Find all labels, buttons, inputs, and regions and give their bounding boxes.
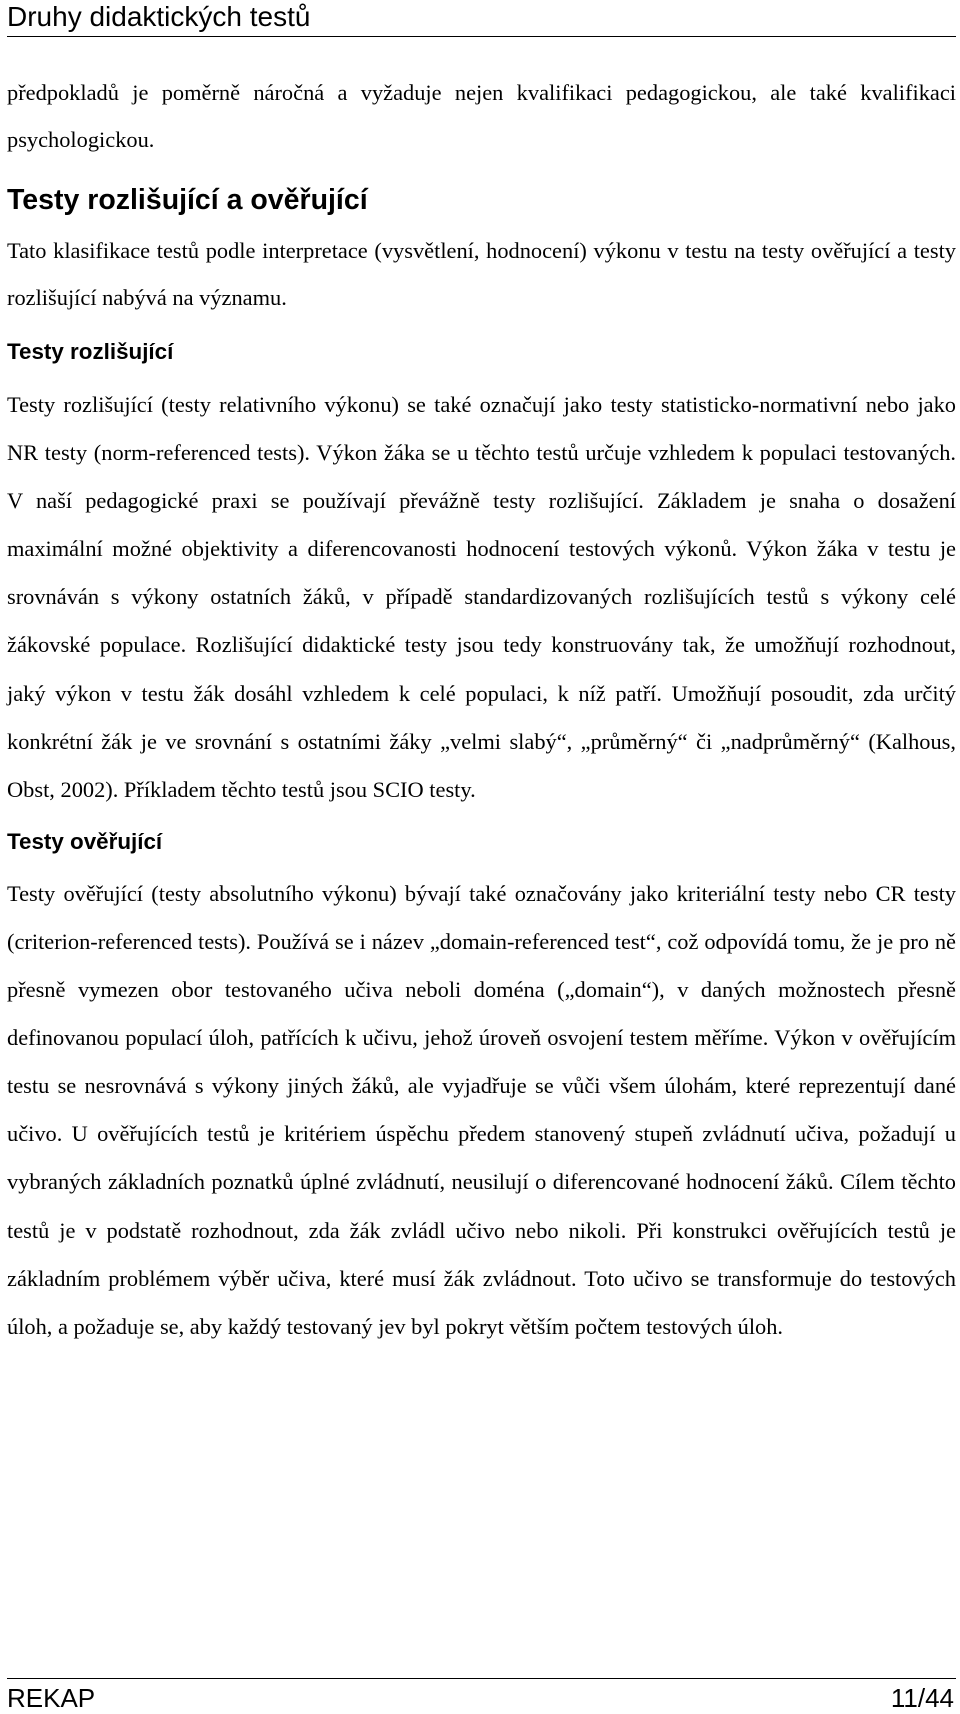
- verifying-paragraph: Testy ověřující (testy absolutního výkonu) bývají také označovány jako kriteriální testy nebo CR testy (criterion-referenced tests). Používá se i název „domain-referenced test“, což odpovídá tomu, že je pro ně přesně vymezen obor testovaného učiva neboli doména („domain“), v daných možnostech přesně definovanou populací úloh, patřících k učivu, jehož úroveň osvojení testem měříme. Výkon v ověřujícím testu se nesrovnává s výkony jiných žáků, ale vyjadřuje se vůči všem úlohám, které reprezentují dané učivo. U ověřujících testů je kritériem úspěchu předem stanovený stupeň zvládnutí učiva, požadují u vybraných základních poznatků úplné zvládnutí, neusilují o diferencované hodnocení žáků. Cílem těchto testů je v podstatě rozhodnout, zda žák zvládl učivo nebo nikoli. Při konstrukci ověřujících testů je základním problémem výběr učiva, které musí žák zvládnout. Toto učivo se transformuje do testových úloh, a požaduje se, aby každý testovaný jev byl pokryt větším počtem testových úloh.: [7, 880, 956, 1339]
- running-header-title: Druhy didaktických testů: [7, 1, 311, 32]
- classification-paragraph: Tato klasifikace testů podle interpretace (vysvětlení, hodnocení) výkonu v testu na testy ověřující a testy rozlišující nabývá na významu.: [7, 238, 956, 310]
- document-body: [7, 70, 956, 1351]
- footer-divider: [7, 1678, 956, 1679]
- subheading-verifying: Testy ověřující: [7, 828, 163, 854]
- footer-label: REKAP: [7, 1683, 96, 1713]
- page-number: 11/44: [890, 1683, 954, 1713]
- subheading-distinguishing: Testy rozlišující: [7, 339, 174, 364]
- header-divider: [7, 36, 956, 37]
- intro-paragraph: předpokladů je poměrně náročná a vyžaduje nejen kvalifikaci pedagogickou, ale také kvalifikaci psychologickou.: [7, 80, 956, 152]
- section-heading: Testy rozlišující a ověřující: [7, 184, 368, 216]
- distinguishing-paragraph: Testy rozlišující (testy relativního výkonu) se také označují jako testy statisticko-normativní nebo jako NR testy (norm-referenced tests). Výkon žáka se u těchto testů určuje vzhledem k populaci testovaných. V naší pedagogické praxi se používají převážně testy rozlišující. Základem je snaha o dosažení maximální možné objektivity a diferencovanosti hodnocení testových výkonů. Výkon žáka v testu je srovnáván s výkony ostatních žáků, v případě standardizovaných rozlišujících testů s výkony celé žákovské populace. Rozlišující didaktické testy jsou tedy konstruovány tak, že umožňují rozhodnout, jaký výkon v testu žák dosáhl vzhledem k celé populaci, k níž patří. Umožňují posoudit, zda určitý konkrétní žák je ve srovnání s ostatními žáky „velmi slabý“, „průměrný“ či „nadprůměrný“ (Kalhous, Obst, 2002). Příkladem těchto testů jsou SCIO testy.: [7, 392, 956, 802]
